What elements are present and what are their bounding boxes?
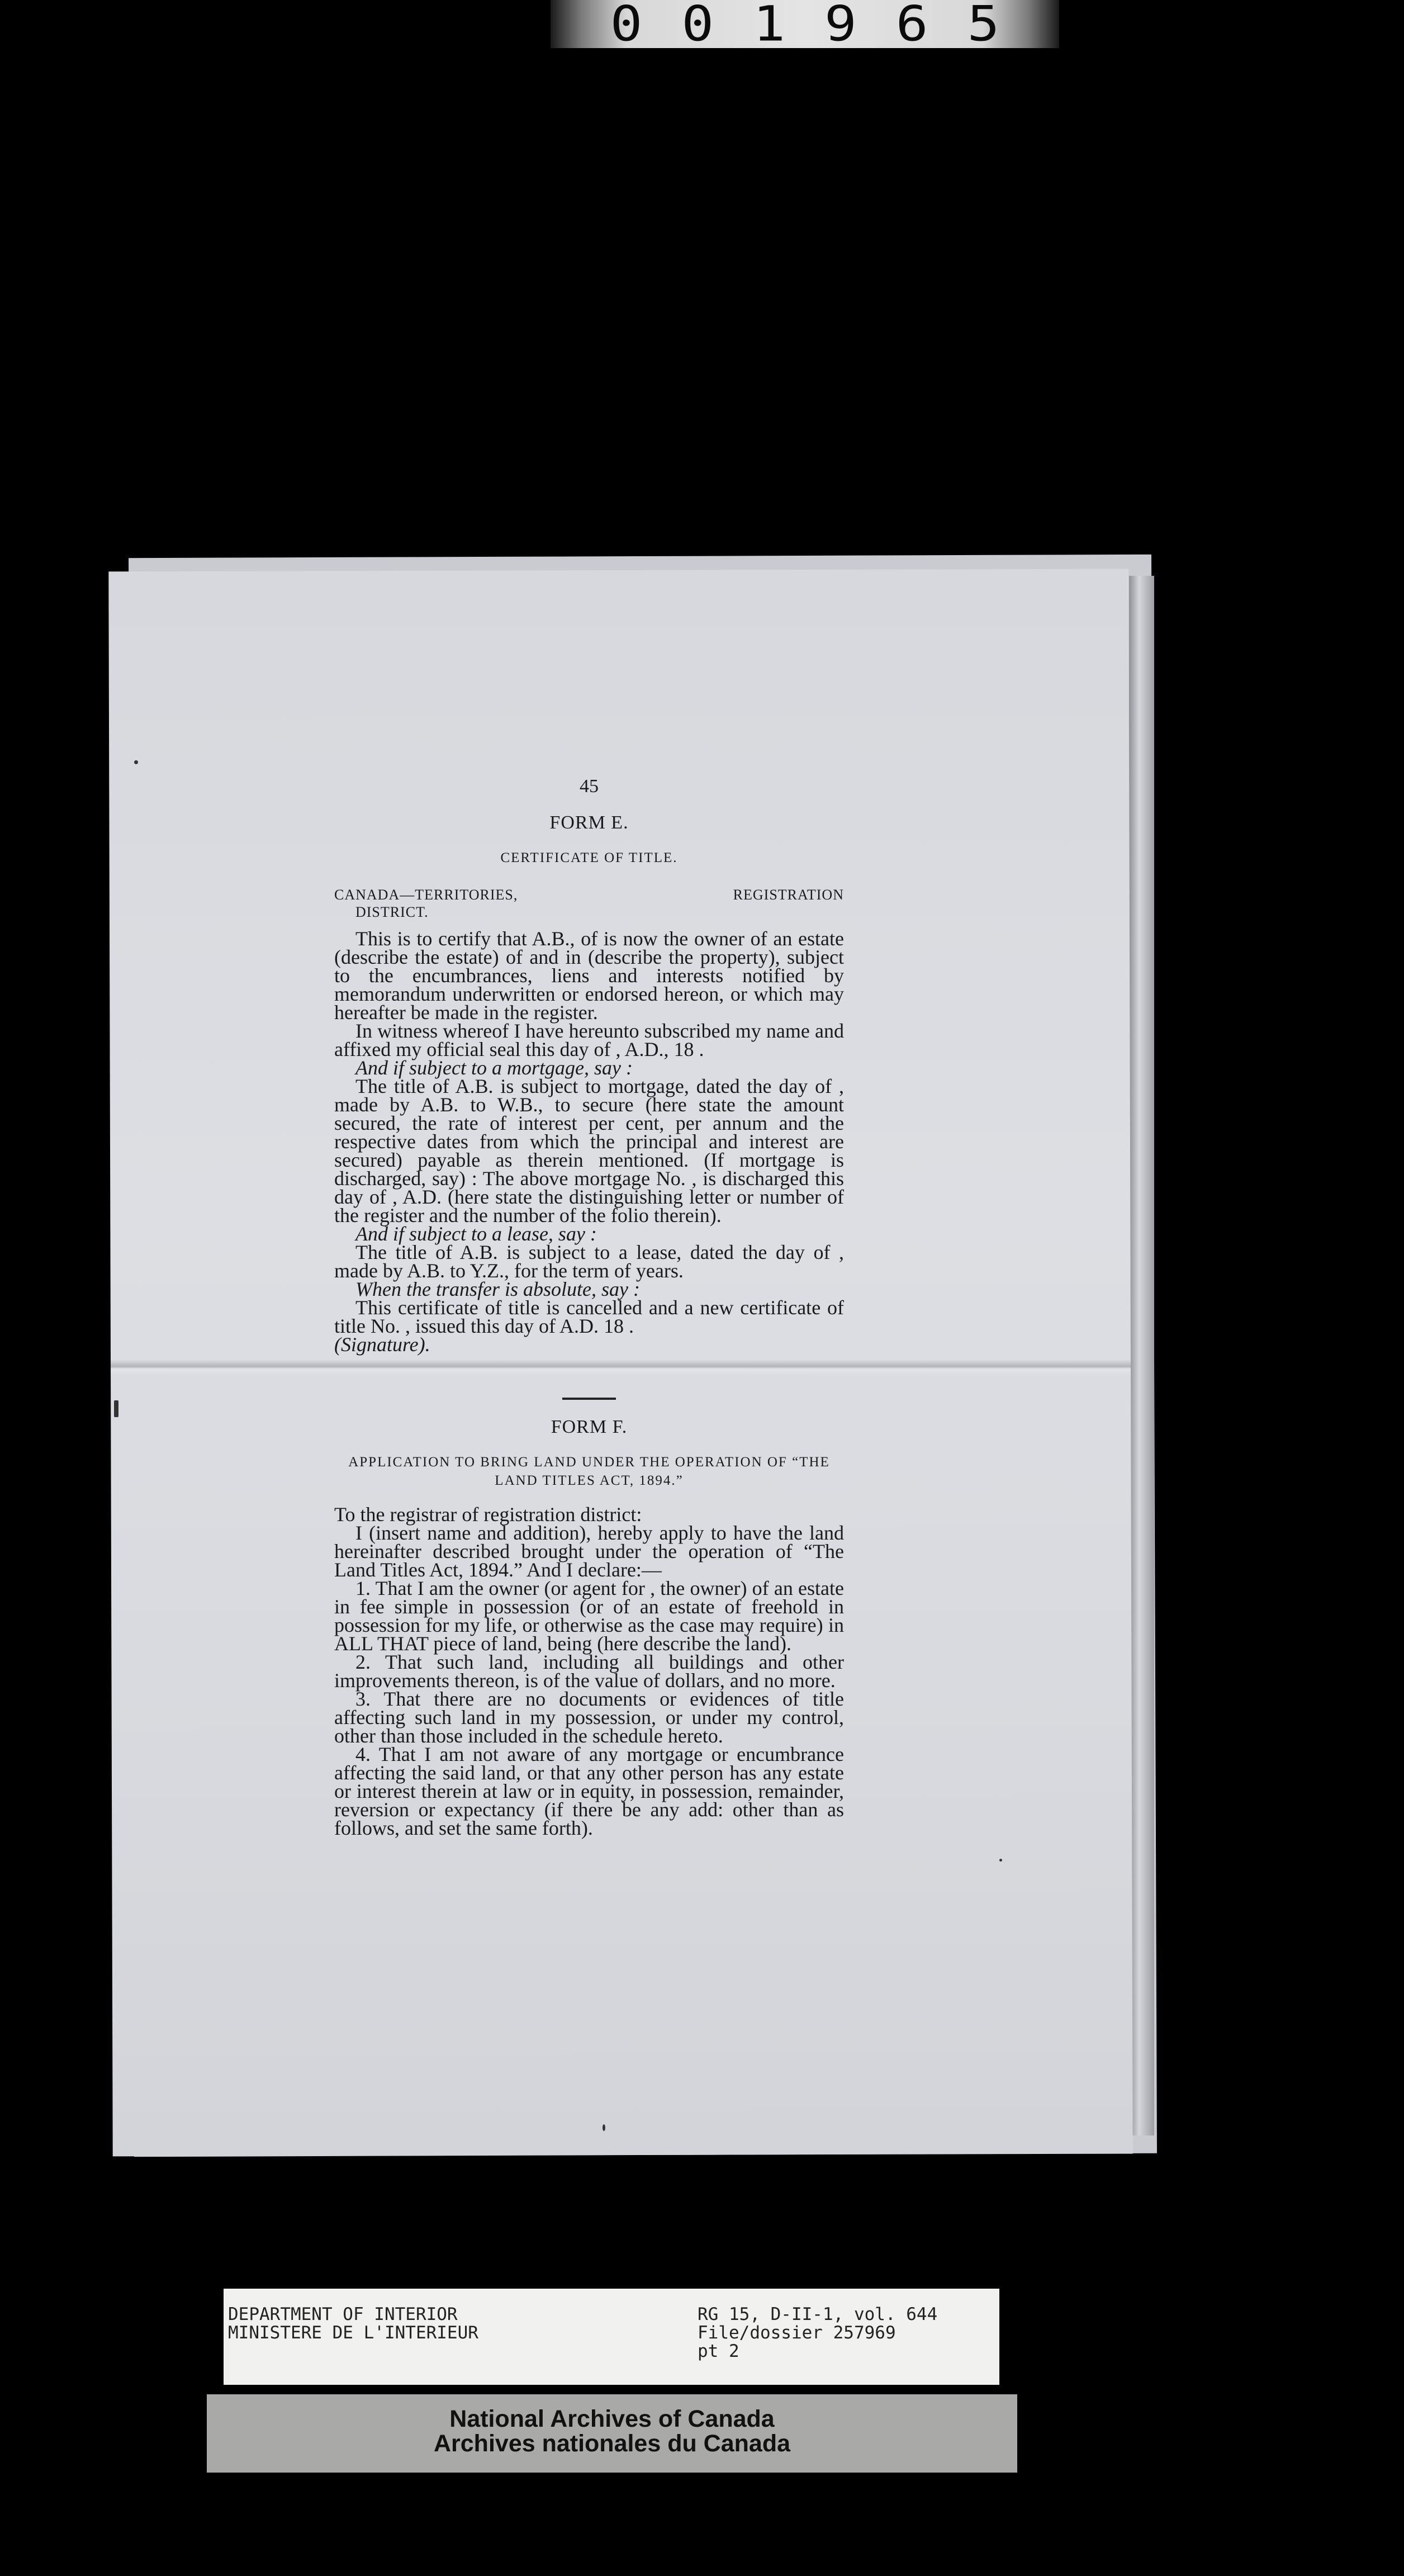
- form-f-item-2: 2. That such land, including all buildings and other improvements thereon, is of the value of dollars, and no more.: [334, 1651, 844, 1692]
- microfilm-frame-number: [551, 0, 1059, 53]
- form-f-item-3: 3. That there are no documents or evidences of title affecting such land in my possession, or under my control, other than those included in the schedule hereto.: [334, 1688, 844, 1747]
- reference-numbers: [698, 2305, 937, 2361]
- form-e: [334, 813, 844, 1354]
- reference-volume: RG 15, D-II-1, vol. 644: [698, 2304, 938, 2324]
- department-fr: MINISTERE DE L'INTERIEUR: [228, 2323, 478, 2343]
- form-f-para-2: I (insert name and addition), hereby apply to have the land hereinafter described brought under the operation of “The Land Titles Act, 1894.” And I declare:—: [334, 1522, 844, 1581]
- form-f-para-1: To the registrar of registration district:: [334, 1503, 642, 1526]
- form-f: [334, 1418, 844, 1838]
- national-archives-banner: [207, 2394, 1017, 2473]
- form-e-para-4: The title of A.B. is subject to a lease, dated the day of , made by A.B. to Y.Z., for the term of years.: [334, 1241, 844, 1282]
- form-e-para-1: This is to certify that A.B., of is now the owner of an estate (describe the estate) of and in (describe the property), subject to the encumbrances, liens and interests notified by memorandum underwritten or endorsed hereon, or which may hereafter be made in the register.: [334, 927, 844, 1024]
- archive-reference-label: [224, 2289, 999, 2385]
- banner-line-en: National Archives of Canada: [449, 2405, 775, 2432]
- department-en: DEPARTMENT OF INTERIOR: [228, 2304, 458, 2324]
- header-right: REGISTRATION: [733, 887, 844, 903]
- paper-speck: [603, 2124, 605, 2131]
- paper-speck: [134, 760, 138, 764]
- lease-heading: And if subject to a lease, say :: [355, 1223, 597, 1245]
- absolute-heading: When the transfer is absolute, say :: [355, 1278, 640, 1300]
- form-f-item-1: 1. That I am the owner (or agent for , the owner) of an estate in fee simple in possession (or of an estate of freehold in possession for my life, or otherwise as the case may require) in ALL THAT piece of land, being (here describe the land).: [334, 1577, 844, 1655]
- paper-speck: [114, 1400, 118, 1417]
- form-e-subtitle: CERTIFICATE OF TITLE.: [500, 850, 678, 865]
- header-left: CANADA—TERRITORIES,: [334, 887, 518, 903]
- form-f-subtitle: APPLICATION TO BRING LAND UNDER THE OPERATION OF “THE LAND TITLES ACT, 1894.”: [348, 1455, 830, 1488]
- form-e-para-2: In witness whereof I have hereunto subscribed my name and affixed my official seal this day of , A.D., 18 .: [334, 1020, 844, 1060]
- section-divider: [562, 1398, 616, 1400]
- sheet-edge: [1129, 576, 1154, 2135]
- department-names: [228, 2305, 478, 2342]
- frame-number-text: 001965: [610, 0, 1039, 53]
- form-e-title: FORM E.: [549, 812, 629, 833]
- form-f-item-4: 4. That I am not aware of any mortgage or encumbrance affecting the said land, or that any other person has any estate or interest therein at law or in equity, in possession, remainder, reversion or expectancy (if there be any add: other than as follows, and set the same forth).: [334, 1743, 844, 1839]
- reference-file: File/dossier 257969: [698, 2323, 896, 2343]
- form-e-para-5: This certificate of title is cancelled and a new certificate of title No. , issued this day of A.D. 18 .: [334, 1296, 844, 1337]
- reference-part: pt 2: [698, 2341, 739, 2361]
- document-page: [334, 777, 844, 1838]
- header-district: DISTRICT.: [355, 904, 429, 920]
- form-f-title: FORM F.: [551, 1417, 628, 1437]
- mortgage-heading: And if subject to a mortgage, say :: [355, 1057, 633, 1079]
- form-e-para-3: The title of A.B. is subject to mortgage, dated the day of , made by A.B. to W.B., to secure (here state the amount secured, the rate of interest per cent, per annum and the respective dates from which the principal and interest are secured) payable as therein mentioned. (If mortgage is discharged, say) : The above mortgage No. , is discharged this day of , A.D. (here state the distinguishing letter or number of the register and the number of the folio therein).: [334, 1075, 844, 1227]
- form-e-header: [334, 886, 844, 903]
- paper-speck: [999, 1859, 1002, 1862]
- signature-line: (Signature).: [334, 1333, 430, 1356]
- banner-line-fr: Archives nationales du Canada: [433, 2430, 791, 2457]
- page-number: 45: [580, 776, 599, 797]
